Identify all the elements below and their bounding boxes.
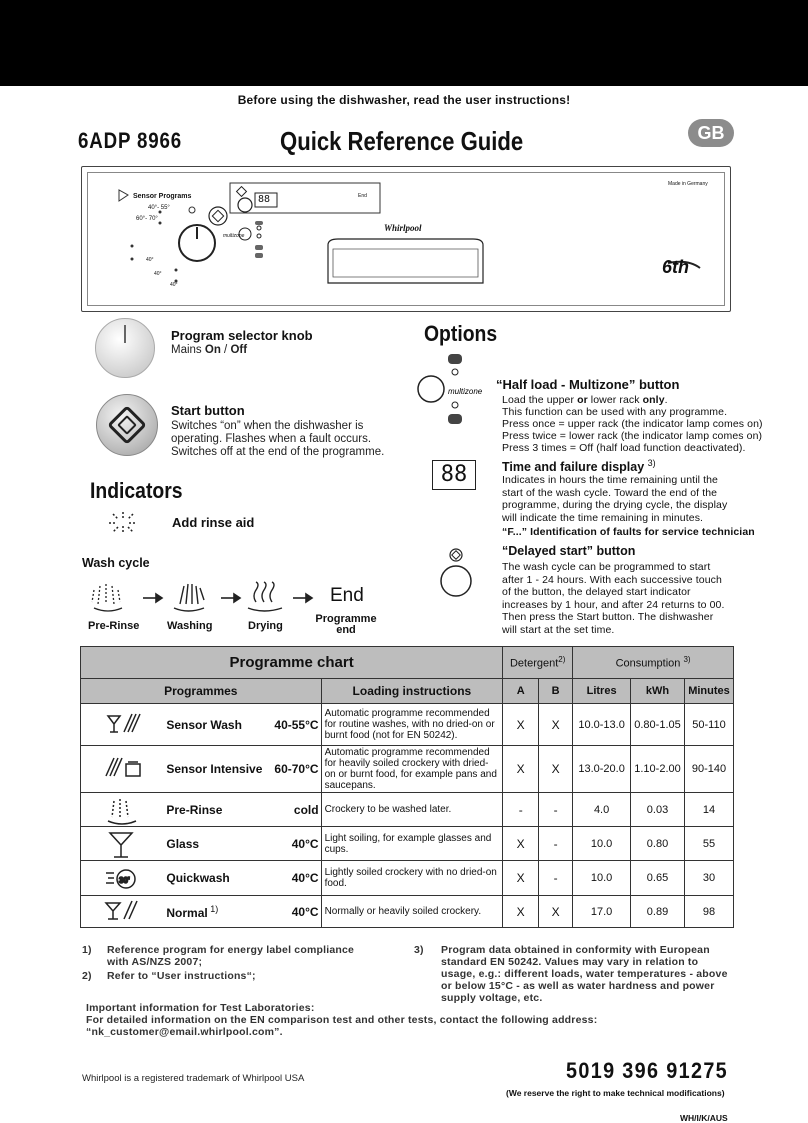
page-title: Quick Reference Guide <box>280 126 524 156</box>
footnote-2-num: 2) <box>82 970 92 982</box>
wash-cycle-label: Wash cycle <box>82 556 150 570</box>
col-programmes: Programmes <box>81 679 322 704</box>
panel-end-label: End <box>358 193 367 199</box>
kwh-cell: 0.80 <box>631 827 685 861</box>
half-load-line4: Press twice = lower rack (the indicator lamp comes on) <box>502 430 763 442</box>
step-drying: Drying <box>248 620 283 632</box>
programme-name: Normal <box>166 905 208 920</box>
arrow-icon <box>221 594 240 602</box>
programme-temperature: cold <box>293 802 319 817</box>
minutes-cell: 98 <box>684 896 733 928</box>
lab-info-email: “nk_customer@email.whirlpool.com”. <box>86 1026 283 1038</box>
programme-name: Glass <box>166 836 200 851</box>
litres-cell: 4.0 <box>573 793 631 827</box>
programme-temperature: 40°C <box>291 904 319 919</box>
col-detergent-b: B <box>539 679 573 704</box>
table-row <box>81 746 734 793</box>
consumption-header: Consumption $^{3)}$ <box>573 647 734 679</box>
rinse-aid-label: Add rinse aid <box>172 515 255 530</box>
litres-cell: 10.0 <box>573 861 631 896</box>
half-load-line1: Load the upper or lower rack only. <box>502 394 668 406</box>
kwh-cell: 0.65 <box>631 861 685 896</box>
programme-icon-cell <box>81 793 167 827</box>
play-triangle-icon <box>119 190 128 201</box>
programme-icon <box>102 829 146 859</box>
litres-cell: 17.0 <box>573 896 631 928</box>
options-heading: Options <box>424 321 498 346</box>
detergent-a-cell: X <box>503 827 539 861</box>
programme-temperature: 40-55°C <box>274 717 319 732</box>
minutes-cell: 90-140 <box>684 746 733 793</box>
programme-footnote-ref: 1) <box>207 903 219 914</box>
litres-cell: 10.0 <box>573 827 631 861</box>
arrow-icon <box>293 594 312 602</box>
detergent-a-cell: X <box>503 746 539 793</box>
lab-info-line2: For detailed information on the EN comparison test and other tests, contact the following address: <box>86 1014 598 1026</box>
programme-name: Sensor Wash <box>166 717 242 732</box>
step-washing: Washing <box>167 620 213 632</box>
delayed-start-title: “Delayed start” button <box>502 544 636 558</box>
detergent-a-cell: X <box>503 896 539 928</box>
time-display-title: Time and failure display $^{3)}$ <box>502 458 656 475</box>
programme-name-cell <box>166 861 321 896</box>
panel-multizone-label: multizone <box>223 233 245 239</box>
half-load-line5: Press 3 times = Off (half load function deactivated). <box>502 442 746 454</box>
indicator-led <box>189 207 195 213</box>
programme-icon <box>102 897 146 927</box>
step-programme-end: Programme end <box>315 613 377 636</box>
panel-temp-glass: 40° <box>146 257 154 263</box>
control-panel-inner <box>87 172 725 306</box>
half-load-button-image <box>410 352 500 428</box>
half-load-line2: This function can be used with any programme. <box>502 406 728 418</box>
programme-icon-cell <box>81 896 167 928</box>
delayed-start-desc: The wash cycle can be programmed to start after 1 - 24 hours. With each successive touch of the button, the delayed start indicator increases by 1 hour, and after 24 returns to 00. Then press the Start button. The dishwasher will start at the set time. <box>502 561 725 636</box>
col-loading-instructions: Loading instructions <box>321 679 503 704</box>
panel-temp-sensor-wash: 40°- 55° <box>148 205 170 211</box>
programme-chart-table <box>80 646 734 928</box>
table-row <box>81 827 734 861</box>
program-knob-title: Program selector knob <box>171 328 313 343</box>
detergent-b-cell: - <box>539 793 573 827</box>
start-button-desc: Switches “on” when the dishwasher is operating. Flashes when a fault occurs. Switches off at the end of the programme. <box>171 420 385 458</box>
model-number: 6ADP 8966 <box>78 128 182 153</box>
footnote-3: Program data obtained in conformity with European standard EN 50242. Values may vary in relation to usage, e.g.: different loads, water temperatures - above or below 15°C - as well as water hardness and power supply voltage, etc. <box>441 944 728 1004</box>
wash-cycle-diagram <box>88 580 368 616</box>
panel-temp-sensor-intensive: 60°- 70° <box>136 216 158 222</box>
col-litres: Litres <box>573 679 631 704</box>
step-pre-rinse: Pre-Rinse <box>88 620 140 632</box>
programme-name-cell <box>166 896 321 928</box>
washing-icon <box>174 584 204 611</box>
trademark-notice: Whirlpool is a registered trademark of Whirlpool USA <box>82 1073 305 1084</box>
programme-icon-cell <box>81 827 167 861</box>
col-detergent-a: A <box>503 679 539 704</box>
programme-name-cell <box>166 704 321 746</box>
table-row <box>81 704 734 746</box>
loading-instructions-cell: Light soiling, for example glasses and cups. <box>321 827 503 861</box>
technical-reserve-note: (We reserve the right to make technical modifications) <box>506 1088 725 1098</box>
drying-icon <box>248 582 282 611</box>
quickwash-30-label: 30' <box>118 876 130 885</box>
programme-temperature: 40°C <box>291 871 319 885</box>
programme-icon <box>102 754 146 784</box>
litres-cell: 10.0-13.0 <box>573 704 631 746</box>
fault-code-note: “F...” Identification of faults for service technician <box>502 526 755 538</box>
lab-info-line1: Important information for Test Laboratories: <box>86 1002 315 1014</box>
detergent-b-cell: - <box>539 861 573 896</box>
programme-icon <box>102 863 146 893</box>
minutes-cell: 30 <box>684 861 733 896</box>
programme-icon-cell <box>81 704 167 746</box>
loading-instructions-cell: Crockery to be washed later. <box>321 793 503 827</box>
programme-name: Sensor Intensive <box>166 762 263 776</box>
panel-temp-normal: 40° <box>170 282 178 288</box>
footnote-1: Reference program for energy label compliance with AS/NZS 2007; <box>107 944 355 968</box>
half-load-line3: Press once = upper rack (the indicator lamp comes on) <box>502 418 763 430</box>
panel-temp-quickwash: 40° <box>154 271 162 277</box>
detergent-b-cell: X <box>539 704 573 746</box>
loading-instructions-cell: Automatic programme recommended for routine washes, with no dried-on or burnt food (not for EN 50242). <box>321 704 503 746</box>
programme-temperature: 60-70°C <box>274 762 319 776</box>
panel-brand-logo: Whirlpool <box>384 223 422 233</box>
country-badge: GB <box>688 119 734 147</box>
programme-name: Quickwash <box>166 871 230 885</box>
detergent-b-cell: X <box>539 896 573 928</box>
rinse-aid-icon <box>106 510 140 536</box>
detergent-a-cell: X <box>503 861 539 896</box>
programme-icon <box>102 710 146 740</box>
loading-instructions-cell: Normally or heavily soiled crockery. <box>321 896 503 928</box>
col-kwh: kWh <box>631 679 685 704</box>
minutes-cell: 55 <box>684 827 733 861</box>
table-row <box>81 793 734 827</box>
svg-text:multizone: multizone <box>448 387 483 396</box>
detergent-a-cell: X <box>503 704 539 746</box>
panel-sensor-programs-label: Sensor Programs <box>133 193 192 200</box>
kwh-cell: 0.80-1.05 <box>631 704 685 746</box>
loading-instructions-cell: Automatic programme recommended for heavily soiled crockery with dried-on or burnt food, for example pans and saucepans. <box>321 746 503 793</box>
footnote-3-num: 3) <box>414 944 424 956</box>
programme-name-cell <box>166 827 321 861</box>
kwh-cell: 0.03 <box>631 793 685 827</box>
programme-temperature: 40°C <box>291 836 319 851</box>
programme-name-cell <box>166 746 321 793</box>
detergent-a-cell: - <box>503 793 539 827</box>
table-row <box>81 896 734 928</box>
kwh-cell: 0.89 <box>631 896 685 928</box>
half-load-title: “Half load - Multizone” button <box>496 377 680 392</box>
detergent-b-cell: X <box>539 746 573 793</box>
panel-display-digits: 88 <box>258 194 271 205</box>
program-knob-desc: Mains On / Off <box>171 344 248 356</box>
programme-icon-cell <box>81 861 167 896</box>
indicators-heading: Indicators <box>90 478 183 503</box>
panel-made-in: Made in Germany <box>668 181 708 187</box>
delayed-start-button-image <box>436 548 476 600</box>
time-display-image: 88 <box>432 460 476 490</box>
col-minutes: Minutes <box>684 679 733 704</box>
kwh-cell: 1.10-2.00 <box>631 746 685 793</box>
pre-rinse-icon <box>92 584 122 611</box>
programme-icon-cell <box>81 746 167 793</box>
top-black-band <box>0 0 808 86</box>
panel-sixth-sense-logo: 6th <box>662 257 689 277</box>
time-display-desc: Indicates in hours the time remaining until the start of the wash cycle. Toward the end of the programme, during the drying cycle, the display will indicate the time remaining in minutes. <box>502 474 728 524</box>
programme-name: Pre-Rinse <box>166 802 223 817</box>
table-row <box>81 861 734 896</box>
part-number: 5019 396 91275 <box>566 1058 729 1083</box>
detergent-header: Detergent$^{2)}$ <box>503 647 573 679</box>
minutes-cell: 14 <box>684 793 733 827</box>
read-instructions-warning: Before using the dishwasher, read the user instructions! <box>237 93 571 107</box>
end-indicator: End <box>330 585 364 606</box>
programme-icon <box>102 795 146 825</box>
minutes-cell: 50-110 <box>684 704 733 746</box>
start-button-title: Start button <box>171 403 245 418</box>
footnote-2: Refer to “User instructions“; <box>107 970 256 982</box>
litres-cell: 13.0-20.0 <box>573 746 631 793</box>
chart-title: Programme chart <box>81 647 503 679</box>
region-code: WH/I/K/AUS <box>680 1113 728 1123</box>
programme-name-cell <box>166 793 321 827</box>
footnote-1-num: 1) <box>82 944 92 956</box>
start-button-image <box>96 394 158 456</box>
program-selector-knob-image <box>95 318 155 378</box>
loading-instructions-cell: Lightly soiled crockery with no dried-on food. <box>321 861 503 896</box>
detergent-b-cell: - <box>539 827 573 861</box>
arrow-icon <box>143 594 162 602</box>
